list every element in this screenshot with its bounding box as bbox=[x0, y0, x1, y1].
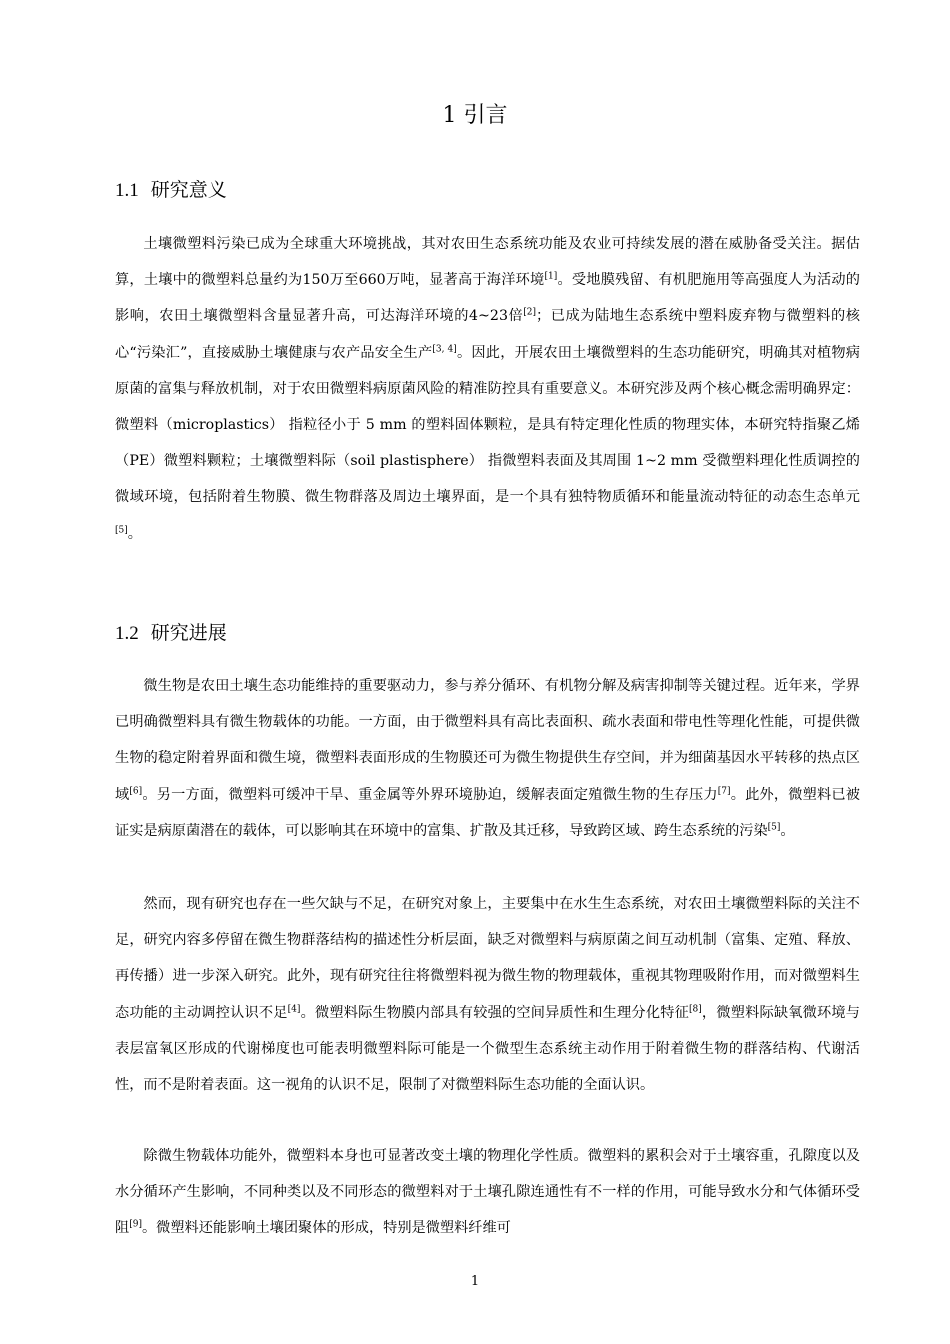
text-run: 微生物是农田土壤生态功能维持的重要驱动力，参与养分循环、有机物分解及病害抑制等关键过程。近年来，学界已明确微塑料具有微生物载体的功能。一方面，由于微塑料具有高比表面积、疏水表面和带电性等理化性能，可提供微生物的稳定附着界面和微生境，微塑料表面形成的生物膜还可为微生物提供生存空间，并为细菌基因水平转移的热点区域 bbox=[115, 678, 860, 803]
citation-ref: [4] bbox=[287, 1003, 301, 1014]
citation-ref: [3, 4] bbox=[432, 343, 457, 354]
text-run: 。另一方面，微塑料可缓冲干旱、重金属等外界环境胁迫，缓解表面定殖微生物的生存压力 bbox=[142, 786, 718, 803]
citation-ref: [9] bbox=[129, 1219, 142, 1230]
citation-ref: [6] bbox=[129, 785, 143, 796]
section-title: 研究进展 bbox=[150, 622, 227, 644]
section-number: 1.1 bbox=[115, 180, 139, 201]
text-run: 除微生物载体功能外，微塑料本身也可显著改变土壤的物理化学性质。微塑料的累积会对于土壤容重，孔隙度以及水分循环产生影响，不同种类以及不同形态的微塑料对于土壤孔隙连通性有不一样的作用，可能导致水分和气体循环受阻 bbox=[115, 1148, 860, 1237]
text-run: ，微塑料际缺氧微环境与表层富氧区形成的代谢梯度也可能表明微塑料际可能是一个微型生态系统主动作用于附着微生物的群落结构、代谢活性，而不是附着表面。这一视角的认识不足，限制了对微塑料际生态功能的全面认识。 bbox=[115, 1004, 860, 1094]
text-run: 。 bbox=[780, 822, 795, 839]
text-run: 。因此，开展农田土壤微塑料的生态功能研究，明确其对植物病原菌的富集与释放机制，对于农田微塑料病原菌风险的精准防控具有重要意义。本研究涉及两个核心概念需明确界定：微塑料（microplastics） 指粒径小于 5 mm 的塑料固体颗粒，是具有特定理化性质的物理实体，本研究特指聚乙烯（PE）微塑料颗粒；土壤微塑料际（soil plastisphere） 指微塑料表面及其周围 1~2 mm 受微塑料理化性质调控的微域环境，包括附着生物膜、微生物群落及周边土壤界面，是一个具有独特物质循环和能量流动特征的动态生态单元 bbox=[115, 344, 860, 506]
section-number: 1.2 bbox=[115, 623, 139, 644]
text-run: 。受地膜残留、有机肥施用等高强度人为活动的影响，农田土壤微塑料含量显著升高，可达海洋环境的4~23倍 bbox=[115, 272, 860, 325]
section-heading-1-2 bbox=[115, 619, 227, 648]
paragraph-progress-1 bbox=[115, 668, 860, 849]
text-run: ；已成为陆地生态系统中塑料废弃物与微塑料的核心“污染汇”，直接威胁土壤健康与农产品安全生产 bbox=[115, 308, 860, 361]
citation-ref: [5] bbox=[115, 524, 128, 535]
text-run: 。此外，微塑料已被证实是病原菌潜在的载体，可以影响其在环境中的富集、扩散及其迁移，导致跨区域、跨生态系统的污染 bbox=[115, 786, 860, 839]
section-heading-1-1 bbox=[115, 176, 227, 205]
citation-ref: [2] bbox=[523, 307, 537, 318]
paragraph-research-significance bbox=[115, 226, 860, 552]
citation-ref: [5] bbox=[767, 822, 781, 833]
citation-ref: [7] bbox=[717, 785, 731, 796]
text-run: 。微塑料还能影响土壤团聚体的形成，特别是微塑料纤维可 bbox=[141, 1220, 511, 1237]
paragraph-progress-2 bbox=[115, 886, 860, 1103]
paragraph-progress-3 bbox=[115, 1138, 860, 1247]
citation-ref: [8] bbox=[688, 1003, 702, 1014]
text-run: 。 bbox=[127, 525, 142, 542]
text-run: 。微塑料际生物膜内部具有较强的空间异质性和生理分化特征 bbox=[300, 1004, 689, 1021]
text-run: 然而，现有研究也存在一些欠缺与不足，在研究对象上，主要集中在水生生态系统，对农田土壤微塑料际的关注不足，研究内容多停留在微生物群落结构的描述性分析层面，缺乏对微塑料与病原菌之间互动机制（富集、定殖、释放、再传播）进一步深入研究。此外，现有研究往往将微塑料视为微生物的物理载体，重视其物理吸附作用，而对微塑料生态功能的主动调控认识不足 bbox=[115, 896, 860, 1021]
page-number: 1 bbox=[470, 1274, 480, 1289]
section-title: 研究意义 bbox=[150, 179, 227, 201]
chapter-title: 1 引言 bbox=[442, 103, 508, 128]
text-run: 土壤微塑料污染已成为全球重大环境挑战，其对农田生态系统功能及农业可持续发展的潜在威胁备受关注。据估算，土壤中的微塑料总量约为150万至660万吨，显著高于海洋环境 bbox=[115, 236, 860, 289]
citation-ref: [1] bbox=[544, 271, 558, 282]
